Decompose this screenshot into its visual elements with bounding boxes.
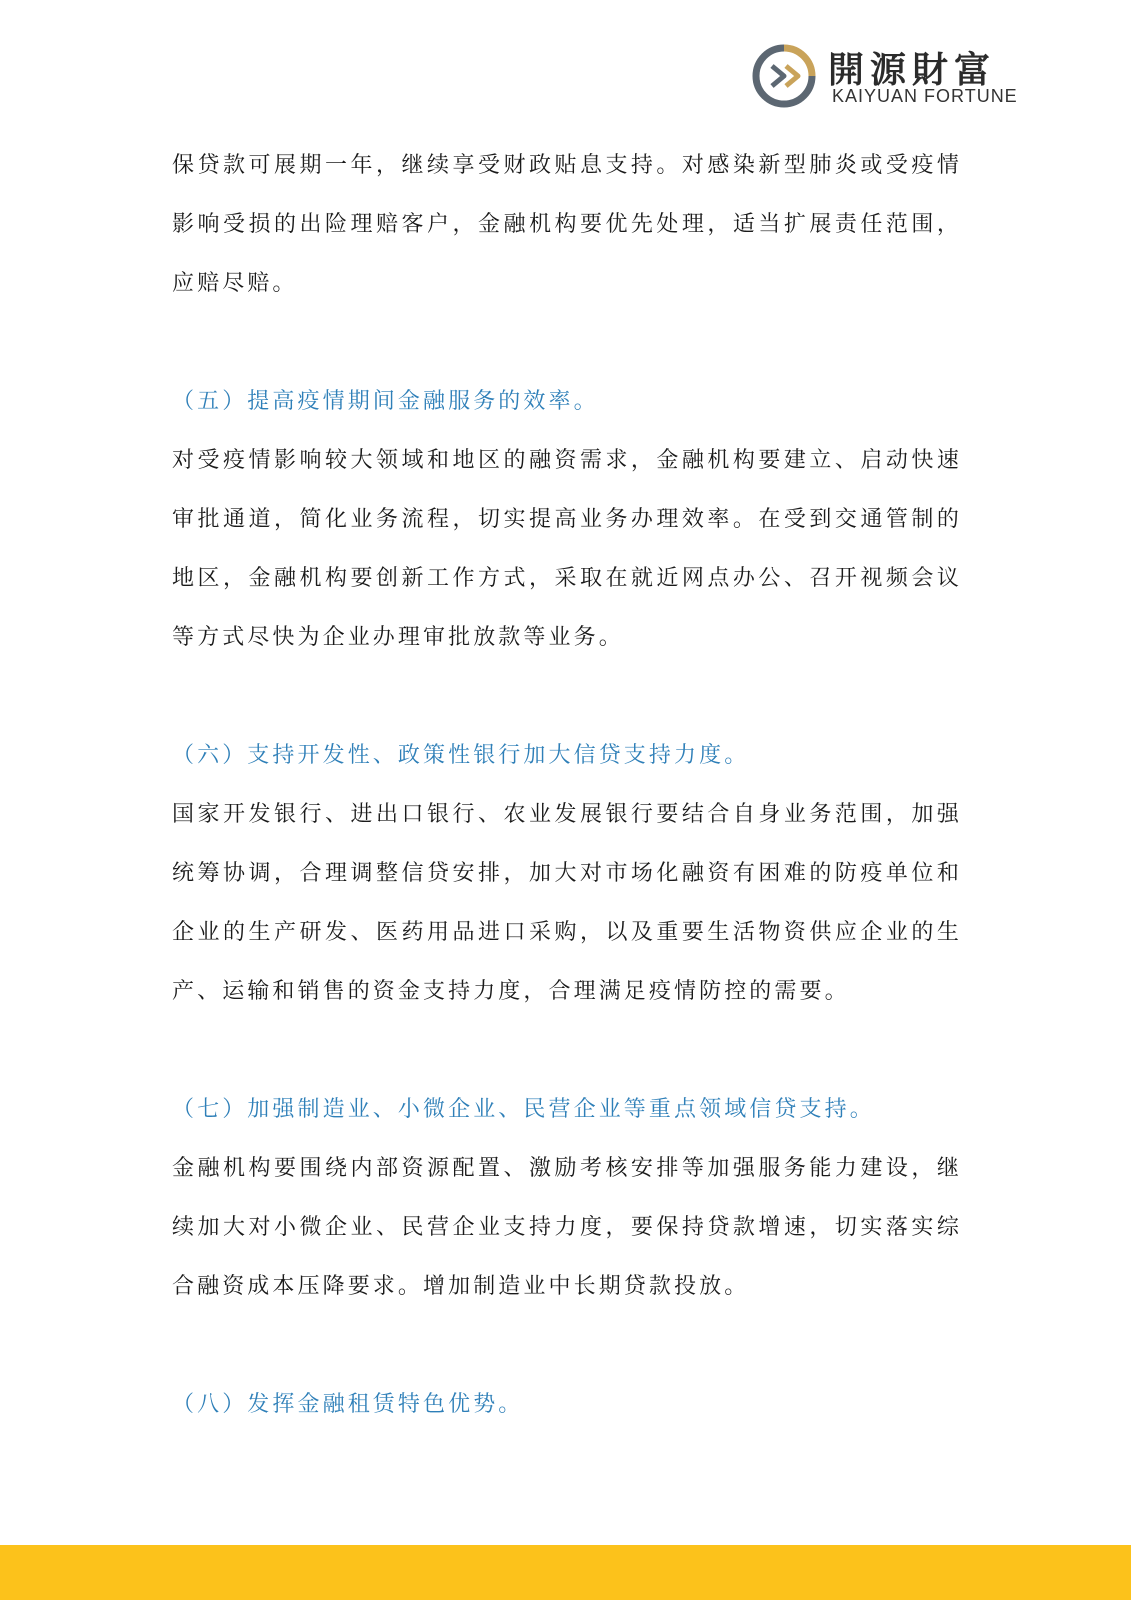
brand-logo [752,40,1052,112]
section-heading-5: （五）提高疫情期间金融服务的效率。 [172,389,599,414]
section-heading-7: （七）加强制造业、小微企业、民营企业等重点领域信贷支持。 [172,1097,875,1122]
section-gap [172,667,962,726]
kaiyuan-logo-icon [752,44,816,108]
section-gap [172,1316,962,1375]
section-gap [172,1021,962,1080]
section-heading-8: （八）发挥金融租赁特色优势。 [172,1392,524,1417]
paragraph-intro: 保贷款可展期一年，继续享受财政贴息支持。对感染新型肺炎或受疫情影响受损的出险理赔客户，金融机构要优先处理，适当扩展责任范围，应赔尽赔。 [172,153,962,296]
paragraph-6: 国家开发银行、进出口银行、农业发展银行要结合自身业务范围，加强统筹协调，合理调整信贷安排，加大对市场化融资有困难的防疫单位和企业的生产研发、医药用品进口采购，以及重要生活物资供应企业的生产、运输和销售的资金支持力度，合理满足疫情防控的需要。 [172,802,962,1004]
brand-name-en: KAIYUAN FORTUNE [832,86,1018,106]
paragraph-5: 对受疫情影响较大领域和地区的融资需求，金融机构要建立、启动快速审批通道，简化业务流程，切实提高业务办理效率。在受到交通管制的地区，金融机构要创新工作方式，采取在就近网点办公、召开视频会议等方式尽快为企业办理审批放款等业务。 [172,448,962,650]
section-heading-6: （六）支持开发性、政策性银行加大信贷支持力度。 [172,743,750,768]
footer-bar [0,1545,1131,1600]
paragraph-7: 金融机构要围绕内部资源配置、激励考核安排等加强服务能力建设，继续加大对小微企业、民营企业支持力度，要保持贷款增速，切实落实综合融资成本压降要求。增加制造业中长期贷款投放。 [172,1156,962,1299]
brand-name-cn: 開源財富 [828,50,997,91]
document-body [172,136,962,1434]
section-gap [172,313,962,372]
